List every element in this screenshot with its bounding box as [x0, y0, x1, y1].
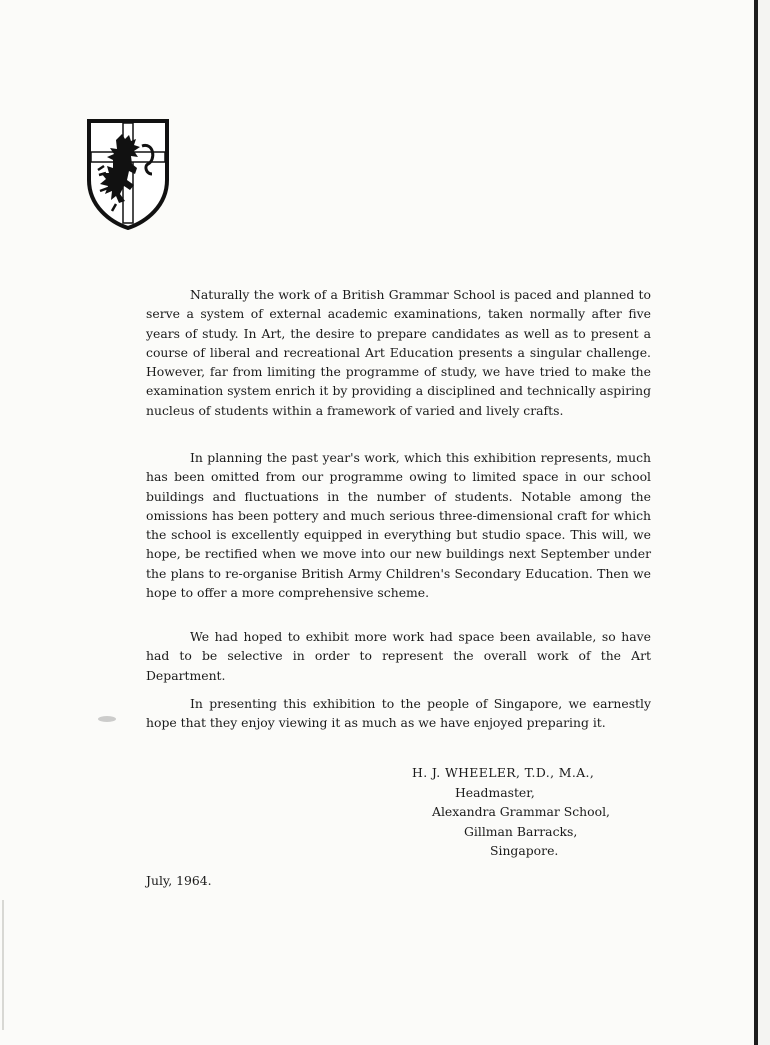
signatory-barracks: Gillman Barracks,	[464, 823, 578, 839]
school-crest-icon	[86, 118, 170, 230]
paragraph-2-text: In planning the past year's work, which this exhibition represents, much has been omitted from our programme owing to limited space in our school buildings and fluctuations in the number of students. Notable among the omissions has been pottery and much serious three-dimensional craft for which the school is excellently equipped in everything but studio space. This will, we hope, be rectified when we move into our new buildings next September under the plans to re-organise British Army Children's Secondary Education. Then we hope to offer a more comprehensive scheme.	[146, 450, 651, 601]
paragraph-4-text: In presenting this exhibition to the people of Singapore, we earnestly hope that they enjoy viewing it as much as we have enjoyed preparing it.	[146, 696, 651, 731]
ink-smudge	[96, 714, 118, 724]
paragraph-3-text: We had hoped to exhibit more work had space been available, so have had to be selective in order to represent the overall work of the Art Department.	[146, 629, 651, 683]
signature-block	[400, 763, 640, 861]
paragraph-4	[146, 694, 651, 733]
signatory-school: Alexandra Grammar School,	[432, 804, 610, 819]
document-date: July, 1964.	[146, 873, 212, 888]
signatory-city: Singapore.	[490, 843, 559, 858]
signatory-name: H. J. WHEELER, T.D., M.A.,	[412, 765, 595, 780]
paragraph-1-text: Naturally the work of a British Grammar School is paced and planned to serve a system of external academic examinations, taken normally after five years of study. In Art, the desire to prepare candidates as well as to present a course of liberal and recreational Art Education presents a singular challenge. However, far from limiting the programme of study, we have tried to make the examination system enrich it by providing a disciplined and technically aspiring nucleus of students within a framework of varied and lively crafts.	[146, 287, 651, 418]
paragraph-2	[146, 448, 651, 602]
paragraph-1	[146, 285, 651, 420]
paragraph-3	[146, 627, 651, 685]
page-edge-shadow	[2, 900, 4, 1030]
signatory-title: Headmaster,	[455, 784, 535, 800]
